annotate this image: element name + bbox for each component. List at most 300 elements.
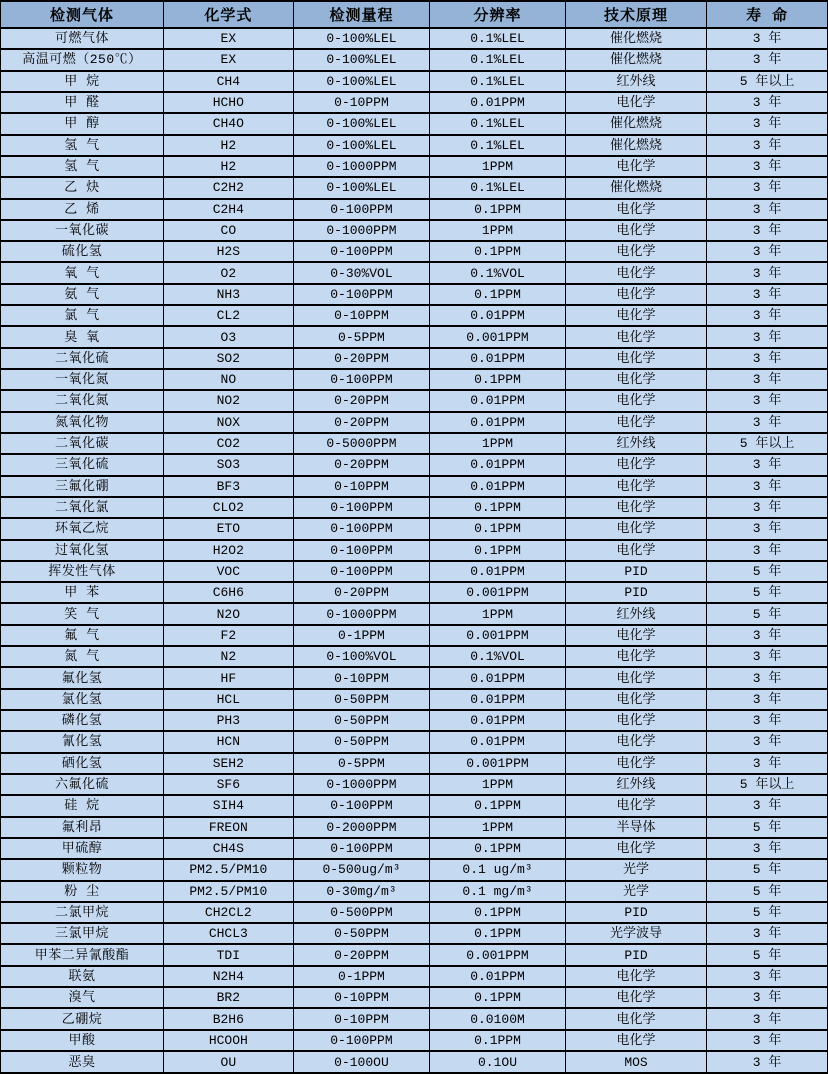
table-body	[1, 28, 828, 1073]
cell-gas: 乙 炔	[1, 177, 164, 198]
cell-gas: 氨 气	[1, 284, 164, 305]
cell-formula: SF6	[163, 774, 293, 795]
table-row	[1, 859, 828, 880]
table-row	[1, 71, 828, 92]
cell-principle: 红外线	[565, 774, 706, 795]
table-row	[1, 348, 828, 369]
cell-lifespan: 3 年	[707, 135, 828, 156]
table-row	[1, 540, 828, 561]
cell-principle: 电化学	[565, 966, 706, 987]
cell-range: 0-100%LEL	[293, 113, 429, 134]
cell-gas: 三氟化硼	[1, 476, 164, 497]
cell-formula: NH3	[163, 284, 293, 305]
cell-lifespan: 5 年	[707, 603, 828, 624]
cell-range: 0-10PPM	[293, 1008, 429, 1029]
cell-resolution: 0.01PPM	[430, 689, 566, 710]
table-row	[1, 49, 828, 70]
cell-principle: 催化燃烧	[565, 177, 706, 198]
cell-formula: HCHO	[163, 92, 293, 113]
cell-formula: N2	[163, 646, 293, 667]
cell-lifespan: 5 年	[707, 881, 828, 902]
cell-gas: 环氧乙烷	[1, 518, 164, 539]
cell-principle: 电化学	[565, 220, 706, 241]
cell-resolution: 0.1PPM	[430, 284, 566, 305]
cell-range: 0-100PPM	[293, 497, 429, 518]
cell-principle: 红外线	[565, 71, 706, 92]
cell-resolution: 0.001PPM	[430, 753, 566, 774]
cell-formula: H2O2	[163, 540, 293, 561]
cell-lifespan: 3 年	[707, 731, 828, 752]
cell-principle: 电化学	[565, 199, 706, 220]
cell-range: 0-10PPM	[293, 92, 429, 113]
cell-lifespan: 3 年	[707, 667, 828, 688]
cell-principle: PID	[565, 944, 706, 965]
cell-gas: 挥发性气体	[1, 561, 164, 582]
cell-formula: SEH2	[163, 753, 293, 774]
cell-range: 0-10PPM	[293, 667, 429, 688]
cell-formula: BF3	[163, 476, 293, 497]
cell-principle: 电化学	[565, 476, 706, 497]
cell-lifespan: 3 年	[707, 49, 828, 70]
cell-lifespan: 3 年	[707, 326, 828, 347]
table-row	[1, 817, 828, 838]
cell-range: 0-20PPM	[293, 454, 429, 475]
table-row	[1, 582, 828, 603]
cell-formula: H2S	[163, 241, 293, 262]
cell-gas: 一氧化碳	[1, 220, 164, 241]
cell-resolution: 1PPM	[430, 433, 566, 454]
cell-lifespan: 3 年	[707, 1030, 828, 1051]
cell-lifespan: 5 年以上	[707, 774, 828, 795]
cell-formula: ETO	[163, 518, 293, 539]
cell-gas: 二氧化氮	[1, 390, 164, 411]
cell-resolution: 0.01PPM	[430, 561, 566, 582]
cell-resolution: 0.1OU	[430, 1051, 566, 1073]
cell-principle: 电化学	[565, 667, 706, 688]
cell-formula: B2H6	[163, 1008, 293, 1029]
cell-principle: 催化燃烧	[565, 49, 706, 70]
cell-formula: H2	[163, 156, 293, 177]
cell-formula: PM2.5/PM10	[163, 881, 293, 902]
cell-gas: 甲酸	[1, 1030, 164, 1051]
table-row	[1, 135, 828, 156]
cell-lifespan: 3 年	[707, 28, 828, 49]
table-row	[1, 28, 828, 49]
cell-gas: 甲 烷	[1, 71, 164, 92]
cell-range: 0-100%LEL	[293, 28, 429, 49]
cell-resolution: 0.01PPM	[430, 710, 566, 731]
cell-formula: SO2	[163, 348, 293, 369]
table-row	[1, 944, 828, 965]
column-header-gas: 检测气体	[1, 1, 164, 28]
cell-gas: 可燃气体	[1, 28, 164, 49]
cell-principle: 电化学	[565, 156, 706, 177]
table-row	[1, 561, 828, 582]
table-row	[1, 220, 828, 241]
cell-lifespan: 3 年	[707, 753, 828, 774]
cell-range: 0-30%VOL	[293, 262, 429, 283]
cell-resolution: 0.1PPM	[430, 540, 566, 561]
cell-lifespan: 5 年	[707, 817, 828, 838]
cell-formula: TDI	[163, 944, 293, 965]
cell-range: 0-20PPM	[293, 412, 429, 433]
cell-range: 0-20PPM	[293, 390, 429, 411]
table-row	[1, 902, 828, 923]
cell-resolution: 0.01PPM	[430, 476, 566, 497]
cell-gas: 三氯甲烷	[1, 923, 164, 944]
cell-gas: 颗粒物	[1, 859, 164, 880]
table-row	[1, 454, 828, 475]
cell-lifespan: 3 年	[707, 348, 828, 369]
table-row	[1, 881, 828, 902]
cell-resolution: 0.1%LEL	[430, 49, 566, 70]
cell-resolution: 0.1PPM	[430, 838, 566, 859]
cell-formula: FREON	[163, 817, 293, 838]
cell-lifespan: 5 年以上	[707, 433, 828, 454]
cell-principle: 电化学	[565, 262, 706, 283]
cell-resolution: 1PPM	[430, 220, 566, 241]
cell-gas: 氟化氢	[1, 667, 164, 688]
cell-principle: 电化学	[565, 710, 706, 731]
cell-resolution: 0.01PPM	[430, 667, 566, 688]
cell-range: 0-20PPM	[293, 582, 429, 603]
cell-resolution: 0.01PPM	[430, 966, 566, 987]
cell-resolution: 0.1PPM	[430, 987, 566, 1008]
cell-principle: 红外线	[565, 603, 706, 624]
cell-lifespan: 5 年	[707, 902, 828, 923]
table-row	[1, 625, 828, 646]
header-row	[1, 1, 828, 28]
cell-resolution: 0.01PPM	[430, 390, 566, 411]
cell-lifespan: 3 年	[707, 220, 828, 241]
cell-lifespan: 3 年	[707, 262, 828, 283]
cell-principle: 电化学	[565, 689, 706, 710]
cell-gas: 氧 气	[1, 262, 164, 283]
cell-principle: 电化学	[565, 284, 706, 305]
cell-principle: 电化学	[565, 241, 706, 262]
cell-principle: 半导体	[565, 817, 706, 838]
cell-gas: 磷化氢	[1, 710, 164, 731]
cell-resolution: 0.001PPM	[430, 944, 566, 965]
cell-resolution: 0.001PPM	[430, 326, 566, 347]
cell-formula: OU	[163, 1051, 293, 1073]
cell-formula: C2H2	[163, 177, 293, 198]
cell-resolution: 0.1PPM	[430, 497, 566, 518]
cell-range: 0-1000PPM	[293, 156, 429, 177]
cell-principle: 电化学	[565, 497, 706, 518]
table-row	[1, 390, 828, 411]
table-row	[1, 710, 828, 731]
table-row	[1, 113, 828, 134]
cell-principle: 电化学	[565, 92, 706, 113]
table-row	[1, 177, 828, 198]
cell-principle: 光学	[565, 859, 706, 880]
cell-range: 0-500PPM	[293, 902, 429, 923]
table-row	[1, 987, 828, 1008]
cell-gas: 氯 气	[1, 305, 164, 326]
cell-gas: 甲苯二异氰酸酯	[1, 944, 164, 965]
cell-principle: 电化学	[565, 540, 706, 561]
cell-resolution: 0.1%LEL	[430, 113, 566, 134]
cell-formula: O2	[163, 262, 293, 283]
cell-range: 0-100PPM	[293, 518, 429, 539]
cell-lifespan: 3 年	[707, 199, 828, 220]
cell-lifespan: 5 年	[707, 561, 828, 582]
cell-lifespan: 3 年	[707, 497, 828, 518]
cell-formula: O3	[163, 326, 293, 347]
cell-range: 0-100%LEL	[293, 49, 429, 70]
cell-resolution: 1PPM	[430, 774, 566, 795]
cell-lifespan: 3 年	[707, 369, 828, 390]
table-row	[1, 646, 828, 667]
cell-formula: SIH4	[163, 795, 293, 816]
cell-principle: 电化学	[565, 326, 706, 347]
cell-gas: 二氯甲烷	[1, 902, 164, 923]
cell-resolution: 0.1PPM	[430, 241, 566, 262]
column-header-resolution: 分辨率	[430, 1, 566, 28]
cell-resolution: 0.1%LEL	[430, 28, 566, 49]
cell-formula: EX	[163, 28, 293, 49]
cell-lifespan: 3 年	[707, 966, 828, 987]
table-row	[1, 1030, 828, 1051]
cell-principle: 电化学	[565, 412, 706, 433]
cell-range: 0-1PPM	[293, 625, 429, 646]
cell-principle: 电化学	[565, 1030, 706, 1051]
cell-lifespan: 3 年	[707, 156, 828, 177]
cell-resolution: 0.1%VOL	[430, 262, 566, 283]
cell-range: 0-100PPM	[293, 241, 429, 262]
cell-range: 0-10PPM	[293, 476, 429, 497]
cell-resolution: 0.1 ug/m³	[430, 859, 566, 880]
cell-formula: VOC	[163, 561, 293, 582]
cell-range: 0-5PPM	[293, 753, 429, 774]
cell-lifespan: 5 年	[707, 944, 828, 965]
cell-gas: 硅 烷	[1, 795, 164, 816]
cell-range: 0-100%VOL	[293, 646, 429, 667]
cell-formula: EX	[163, 49, 293, 70]
cell-gas: 高温可燃（250℃）	[1, 49, 164, 70]
cell-lifespan: 3 年	[707, 113, 828, 134]
cell-resolution: 0.1%LEL	[430, 71, 566, 92]
cell-gas: 氢 气	[1, 156, 164, 177]
cell-range: 0-100%LEL	[293, 71, 429, 92]
cell-range: 0-10PPM	[293, 987, 429, 1008]
cell-formula: HF	[163, 667, 293, 688]
cell-lifespan: 3 年	[707, 540, 828, 561]
cell-lifespan: 5 年	[707, 859, 828, 880]
cell-principle: 光学	[565, 881, 706, 902]
cell-principle: PID	[565, 561, 706, 582]
cell-principle: 电化学	[565, 305, 706, 326]
cell-range: 0-10PPM	[293, 305, 429, 326]
cell-formula: CHCL3	[163, 923, 293, 944]
cell-lifespan: 3 年	[707, 646, 828, 667]
cell-gas: 过氧化氢	[1, 540, 164, 561]
cell-principle: 电化学	[565, 646, 706, 667]
table-row	[1, 156, 828, 177]
cell-principle: 催化燃烧	[565, 113, 706, 134]
cell-lifespan: 3 年	[707, 284, 828, 305]
table-row	[1, 795, 828, 816]
table-row	[1, 966, 828, 987]
cell-principle: 电化学	[565, 838, 706, 859]
cell-formula: SO3	[163, 454, 293, 475]
table-row	[1, 199, 828, 220]
cell-gas: 氢 气	[1, 135, 164, 156]
cell-range: 0-100OU	[293, 1051, 429, 1073]
cell-range: 0-100%LEL	[293, 177, 429, 198]
table-row	[1, 667, 828, 688]
cell-formula: CLO2	[163, 497, 293, 518]
table-row	[1, 774, 828, 795]
table-row	[1, 326, 828, 347]
cell-gas: 甲硫醇	[1, 838, 164, 859]
cell-principle: 电化学	[565, 348, 706, 369]
table-row	[1, 92, 828, 113]
cell-principle: MOS	[565, 1051, 706, 1073]
cell-principle: 电化学	[565, 390, 706, 411]
cell-resolution: 1PPM	[430, 603, 566, 624]
cell-resolution: 0.1PPM	[430, 923, 566, 944]
cell-resolution: 0.1%LEL	[430, 177, 566, 198]
cell-principle: 光学波导	[565, 923, 706, 944]
cell-lifespan: 3 年	[707, 923, 828, 944]
cell-lifespan: 3 年	[707, 305, 828, 326]
cell-formula: PH3	[163, 710, 293, 731]
cell-lifespan: 3 年	[707, 518, 828, 539]
cell-lifespan: 3 年	[707, 1008, 828, 1029]
cell-formula: CH2CL2	[163, 902, 293, 923]
cell-formula: HCN	[163, 731, 293, 752]
cell-formula: CH4	[163, 71, 293, 92]
cell-resolution: 0.01PPM	[430, 348, 566, 369]
cell-range: 0-50PPM	[293, 731, 429, 752]
cell-range: 0-30mg/m³	[293, 881, 429, 902]
table-row	[1, 603, 828, 624]
cell-gas: 氰化氢	[1, 731, 164, 752]
cell-gas: 二氧化硫	[1, 348, 164, 369]
cell-gas: 甲 醛	[1, 92, 164, 113]
cell-lifespan: 3 年	[707, 476, 828, 497]
table-row	[1, 731, 828, 752]
cell-principle: 电化学	[565, 369, 706, 390]
cell-range: 0-2000PPM	[293, 817, 429, 838]
table-header	[1, 1, 828, 28]
cell-range: 0-100%LEL	[293, 135, 429, 156]
cell-gas: 氮 气	[1, 646, 164, 667]
cell-range: 0-1000PPM	[293, 220, 429, 241]
cell-principle: 红外线	[565, 433, 706, 454]
table-row	[1, 518, 828, 539]
cell-lifespan: 3 年	[707, 625, 828, 646]
cell-formula: H2	[163, 135, 293, 156]
cell-gas: 甲 苯	[1, 582, 164, 603]
cell-resolution: 1PPM	[430, 817, 566, 838]
cell-principle: 电化学	[565, 987, 706, 1008]
cell-range: 0-100PPM	[293, 795, 429, 816]
cell-range: 0-100PPM	[293, 199, 429, 220]
cell-formula: C6H6	[163, 582, 293, 603]
cell-lifespan: 3 年	[707, 177, 828, 198]
cell-resolution: 0.1PPM	[430, 369, 566, 390]
cell-principle: 催化燃烧	[565, 135, 706, 156]
cell-principle: 电化学	[565, 625, 706, 646]
cell-formula: CH4S	[163, 838, 293, 859]
cell-formula: CO2	[163, 433, 293, 454]
cell-principle: 催化燃烧	[565, 28, 706, 49]
cell-range: 0-5000PPM	[293, 433, 429, 454]
cell-range: 0-100PPM	[293, 369, 429, 390]
cell-principle: 电化学	[565, 731, 706, 752]
cell-resolution: 0.1PPM	[430, 1030, 566, 1051]
column-header-range: 检测量程	[293, 1, 429, 28]
cell-principle: 电化学	[565, 753, 706, 774]
cell-lifespan: 3 年	[707, 390, 828, 411]
table-row	[1, 838, 828, 859]
cell-formula: CL2	[163, 305, 293, 326]
cell-resolution: 0.01PPM	[430, 412, 566, 433]
cell-formula: CO	[163, 220, 293, 241]
cell-gas: 氮氧化物	[1, 412, 164, 433]
cell-lifespan: 5 年	[707, 582, 828, 603]
table-row	[1, 476, 828, 497]
cell-range: 0-100PPM	[293, 838, 429, 859]
cell-principle: 电化学	[565, 795, 706, 816]
cell-gas: 硒化氢	[1, 753, 164, 774]
column-header-formula: 化学式	[163, 1, 293, 28]
cell-resolution: 0.1PPM	[430, 518, 566, 539]
cell-formula: BR2	[163, 987, 293, 1008]
cell-resolution: 0.1PPM	[430, 902, 566, 923]
cell-range: 0-500ug/m³	[293, 859, 429, 880]
cell-principle: PID	[565, 902, 706, 923]
cell-resolution: 0.001PPM	[430, 625, 566, 646]
cell-range: 0-100PPM	[293, 284, 429, 305]
cell-formula: C2H4	[163, 199, 293, 220]
table-row	[1, 262, 828, 283]
cell-gas: 氟利昂	[1, 817, 164, 838]
cell-lifespan: 3 年	[707, 92, 828, 113]
cell-formula: N2O	[163, 603, 293, 624]
cell-range: 0-100PPM	[293, 540, 429, 561]
cell-range: 0-20PPM	[293, 944, 429, 965]
cell-range: 0-50PPM	[293, 923, 429, 944]
cell-lifespan: 3 年	[707, 454, 828, 475]
cell-resolution: 0.01PPM	[430, 305, 566, 326]
column-header-lifespan: 寿 命	[707, 1, 828, 28]
cell-range: 0-20PPM	[293, 348, 429, 369]
cell-range: 0-50PPM	[293, 689, 429, 710]
table-row	[1, 923, 828, 944]
cell-resolution: 0.01PPM	[430, 92, 566, 113]
cell-gas: 一氧化氮	[1, 369, 164, 390]
cell-range: 0-1000PPM	[293, 603, 429, 624]
cell-lifespan: 3 年	[707, 241, 828, 262]
table-row	[1, 369, 828, 390]
table-row	[1, 412, 828, 433]
table-row	[1, 241, 828, 262]
cell-resolution: 0.1%VOL	[430, 646, 566, 667]
cell-lifespan: 3 年	[707, 838, 828, 859]
table-row	[1, 433, 828, 454]
cell-formula: NO2	[163, 390, 293, 411]
cell-lifespan: 3 年	[707, 1051, 828, 1073]
cell-principle: 电化学	[565, 454, 706, 475]
cell-resolution: 0.1PPM	[430, 199, 566, 220]
cell-gas: 二氧化碳	[1, 433, 164, 454]
cell-range: 0-100PPM	[293, 561, 429, 582]
cell-principle: 电化学	[565, 1008, 706, 1029]
